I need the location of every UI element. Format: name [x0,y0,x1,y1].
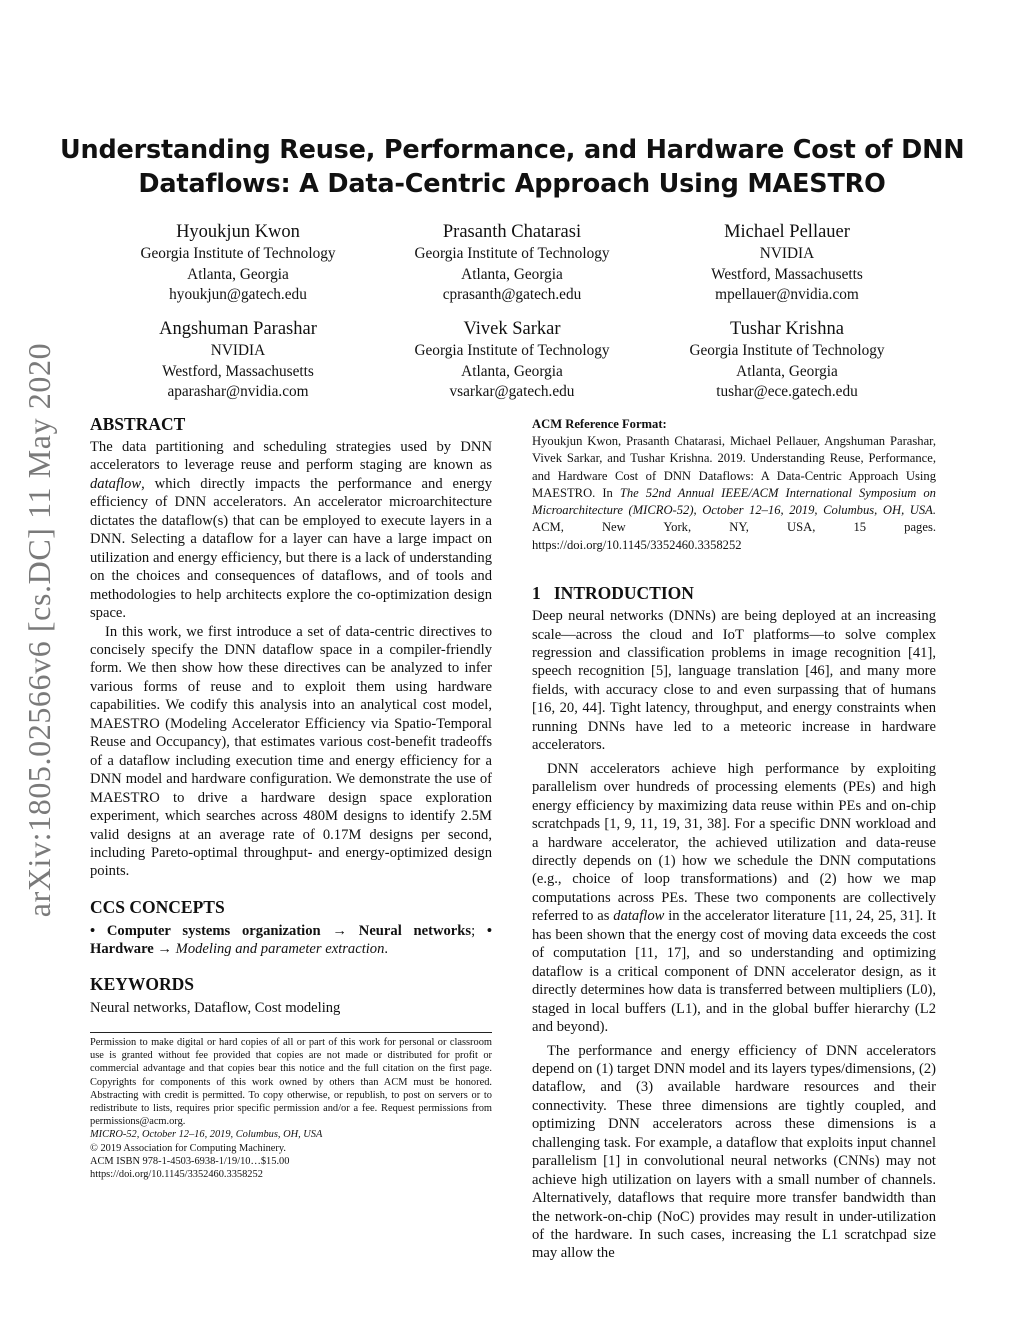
abstract-paragraph-2: In this work, we first introduce a set of data-centric directives to concisely specify the DNN dataflow space in a compiler-friendly form. We then show how these directives can be analyzed to infer various forms of reuse and to exploit them using hardware capabilities. We codify this analysis into an analytical cost model, MAESTRO (Modeling Accelerator Efficiency via Spatio-Temporal Reuse and Occupancy), that estimates various cost-benefit tradeoffs of a dataflow including execution time and energy efficiency for a DNN model and hardware configuration. We demonstrate the use of MAESTRO to drive a hardware design space exploration experiment, which searches across 480M designs to identify 2.5M valid designs at an average rate of 0.17M designs per second, including Pareto-optimal throughput- and energy-optimized design points. [90,623,492,880]
author-affiliation: NVIDIA [759,245,815,262]
abstract-text: , which directly impacts the performance and energy efficiency of DNN accelerators. An accelerator microarchitecture dictates the dataflow(s) that can be employed to execute layers in a DNN. Selecting a dataflow for a layer can have a large impact on utilization and energy efficiency, but there is a lack of understanding on the choices and consequences of dataflows, and of tools and methodologies to help architects explore the co-optimization design space. [90,475,492,622]
paper-title-line-1: Understanding Reuse, Performance, and Hardware Cost of DNN [60,135,965,165]
intro-paragraph-1: Deep neural networks (DNNs) are being deployed at an increasing scale—across the cloud and IoT platforms—to solve complex regression and classification problems in image recognition [41], speech recognition [5], language translation [46], and many more fields, with accuracy close to and even surpassing that of humans [16, 20, 44]. Tight latency, throughput, and energy constraints when running DNNs have led to a meteoric increase in hardware accelerators. [532,608,936,754]
arxiv-stamp: arXiv:1805.02566v6 [cs.DC] 11 May 2020 [21,342,57,918]
author-name: Angshuman Parashar [159,319,317,339]
author-block [637,318,937,403]
author-name: Michael Pellauer [724,222,850,242]
author-location: Westford, Massachusetts [162,362,314,380]
author-email[interactable]: aparashar@nvidia.com [167,383,309,400]
ccs-arrow: → [153,941,176,958]
permission-text: Permission to make digital or hard copies of all or part of this work for personal or classroom use is granted without fee provided that copies are not made or distributed for profit or commercial advantage and that copies bear this notice and the full citation on the first page. Copyrights for components of this work owned by others than ACM must be honored. Abstracting with credit is permitted. To copy otherwise, or republish, to post on servers or to redistribute to lists, requires prior specific permission and/or a fee. Request permissions from permissions@acm.org. [90,1037,492,1128]
permission-footnote [90,1032,492,1181]
intro-paragraph-2 [532,760,936,1037]
author-location: Atlanta, Georgia [461,362,563,380]
left-column [90,413,492,1017]
keywords-heading: KEYWORDS [90,973,195,994]
ccs-end: . [384,941,389,958]
author-name: Tushar Krishna [730,319,844,339]
ccs-concept: Neural networks [358,922,472,939]
acm-reference-text [532,433,936,554]
author-location: Atlanta, Georgia [461,265,563,283]
paper-title [60,133,964,201]
intro-paragraph-3: The performance and energy efficiency of DNN accelerators depend on (1) target DNN model and its layers types/dimensions, (2) dataflow, and (3) available hardware resources and their connectivity. These three dimensions are tightly coupled, and optimizing DNN accelerators across these dimensions is a challenging task. For example, a dataflow that exploits input channel parallelism [1] in convolutional neural networks (CNNs) may not achieve high utilization on layers with a small number of channels. Alternatively, dataflows that require more transfer bandwidth than the network-on-chip (NoC) provides may result in under-utilization of the hardware. In such cases, increasing the L1 scratchpad size may allow the [532,1042,936,1262]
intro-emphasis: dataflow [613,908,665,925]
right-column [532,416,936,1263]
author-block [88,221,388,306]
ccs-concept: Modeling and parameter extraction [175,941,385,958]
author-email[interactable]: hyoukjun@gatech.edu [169,286,307,303]
introduction-heading: 1 INTRODUCTION [532,583,694,604]
ccs-concept: • Hardware [90,922,493,958]
author-location: Atlanta, Georgia [187,265,289,283]
acm-reference-venue: The 52nd Annual IEEE/ACM International Symposium on Microarchitecture (MICRO-52), October 12–16, 2019, Columbus, OH, USA. [532,485,936,518]
intro-text: in the accelerator literature [11, 24, 25, 31]. It has been shown that the energy cost of moving data exceeds the cost of computation [11, 17], and so understanding and optimizing dataflow is a critical component of DNN accelerator design, as it directly determines how data is transferred between multipliers (L0), staged in local buffers (L1), and in the global buffer hierarchy (L2 and beyond). [532,908,936,1036]
acm-reference-part: ACM, New York, NY, USA, 15 pages. https://doi.org/10.1145/3352460.3358252 [532,520,936,552]
isbn-line: ACM ISBN 978-1-4503-6938-1/19/10…$15.00 [90,1155,290,1167]
ccs-arrow: → [320,922,359,939]
author-affiliation: Georgia Institute of Technology [689,342,885,359]
ccs-concept: • Computer systems organization [90,922,321,939]
author-block [637,221,937,306]
acm-reference-part: Hyoukjun Kwon, Prasanth Chatarasi, Michael Pellauer, Angshuman Parashar, Vivek Sarkar, and Tushar Krishna. 2019. Understanding Reuse, Performance, and Hardware Cost of DNN Dataflows: A Data-Centric Approach Using MAESTRO. In [532,434,936,500]
author-name: Prasanth Chatarasi [442,222,582,242]
paper-title-line-2: Dataflows: A Data-Centric Approach Using MAESTRO [138,169,886,199]
author-location: Westford, Massachusetts [711,265,863,283]
keywords-text: Neural networks, Dataflow, Cost modeling [90,999,341,1016]
ccs-concepts [90,922,492,959]
author-affiliation: Georgia Institute of Technology [414,245,610,262]
abstract-text: The data partitioning and scheduling strategies used by DNN accelerators to leverage reuse and perform staging are known as [90,439,492,474]
author-name: Vivek Sarkar [463,319,561,339]
venue-line: MICRO-52, October 12–16, 2019, Columbus, OH, USA [90,1129,323,1141]
ccs-separator: ; [471,922,487,939]
author-block [362,221,662,306]
intro-text: DNN accelerators achieve high performance by exploiting parallelism over hundreds of processing elements (PEs) and high energy efficiency by maximizing data reuse within PEs and on-chip scratchpads [1, 9, 11, 19, 31, 38]. For a specific DNN workload and a hardware accelerator, the achieved utilization and data-reuse directly depends on (1) how we schedule the DNN computations (e.g., choice of loop transformations) and (2) how we map computations across PEs. These two components are collectively referred to as [532,760,936,925]
author-email[interactable]: mpellauer@nvidia.com [715,286,859,303]
acm-reference-heading: ACM Reference Format: [532,417,667,431]
author-location: Atlanta, Georgia [736,362,838,380]
doi-link[interactable]: https://doi.org/10.1145/3352460.3358252 [90,1169,263,1181]
abstract-paragraph-1 [90,438,492,623]
author-affiliation: Georgia Institute of Technology [140,245,336,262]
copyright-line: © 2019 Association for Computing Machinery. [90,1142,286,1154]
author-email[interactable]: tushar@ece.gatech.edu [716,383,858,400]
author-email[interactable]: vsarkar@gatech.edu [449,383,575,400]
author-email[interactable]: cprasanth@gatech.edu [442,286,582,303]
author-name: Hyoukjun Kwon [176,222,300,242]
author-affiliation: NVIDIA [210,342,266,359]
author-block [88,318,388,403]
abstract-emphasis: dataflow [90,475,142,492]
ccs-heading: CCS CONCEPTS [90,896,225,917]
author-block [362,318,662,403]
author-affiliation: Georgia Institute of Technology [414,342,610,359]
abstract-heading: ABSTRACT [90,414,186,434]
